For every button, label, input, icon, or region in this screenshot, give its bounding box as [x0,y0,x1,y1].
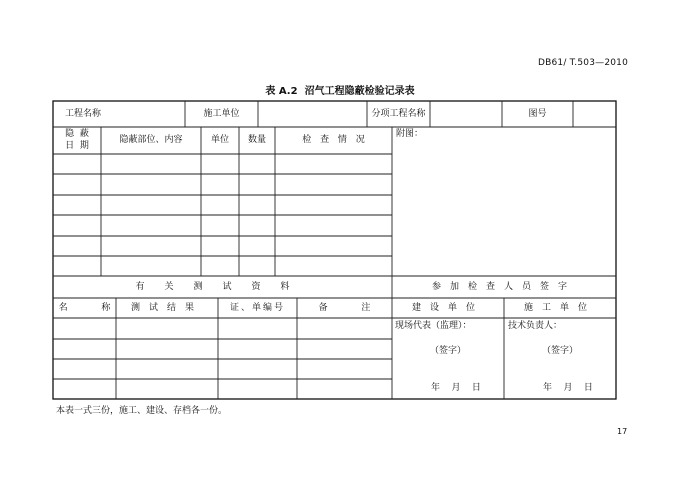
construction-unit-label: 施工单位 [203,109,240,119]
location-content-label: 隐蔽部位、内容 [119,135,183,145]
drawing-number-label: 图号 [528,109,547,119]
technical-lead-label: 技术负责人： [508,321,563,331]
quantity-label: 数量 [247,135,266,145]
signatures-header: 参加检查人员签字 [431,282,576,292]
certificate-number-column-header: 证、单编号 [229,303,285,313]
footer-note: 本表一式三份，施工、建设、存档各一份。 [56,406,228,416]
table-number: 表 A.2 [265,86,298,97]
builder-unit-column-header: 建设单位 [411,303,484,313]
construction-sign-date: 年 月 日 [543,383,593,393]
table-title-text: 沼气工程隐蔽检验记录表 [304,86,415,97]
sub-project-name-label: 分项工程名称 [371,109,426,119]
inspection-status-label: 检 查 情 况 [302,135,365,145]
attached-drawing-label: 附图： [396,129,424,139]
site-representative-label: 现场代表（监理）： [395,321,472,331]
table-title [0,82,680,97]
project-name-label: 工程名称 [64,109,101,119]
standard-code: DB61/ T.503—2010 [538,58,629,68]
test-data-header: 有关测试资料 [135,282,310,292]
remarks-column-header: 备 注 [318,303,371,313]
concealed-date-label-line1: 隐 蔽 [65,129,89,139]
construction-unit-column-header: 施工单位 [523,303,596,313]
test-result-column-header: 测试结果 [130,303,203,313]
builder-sign-date: 年 月 日 [431,383,481,393]
page-number: 17 [617,427,628,436]
builder-signature-placeholder: （签字） [429,346,466,356]
concealed-date-label-line2: 日 期 [65,141,89,151]
unit-label: 单位 [210,135,229,145]
name-column-header: 名 称 [58,303,111,313]
construction-signature-placeholder: （签字） [541,346,578,356]
